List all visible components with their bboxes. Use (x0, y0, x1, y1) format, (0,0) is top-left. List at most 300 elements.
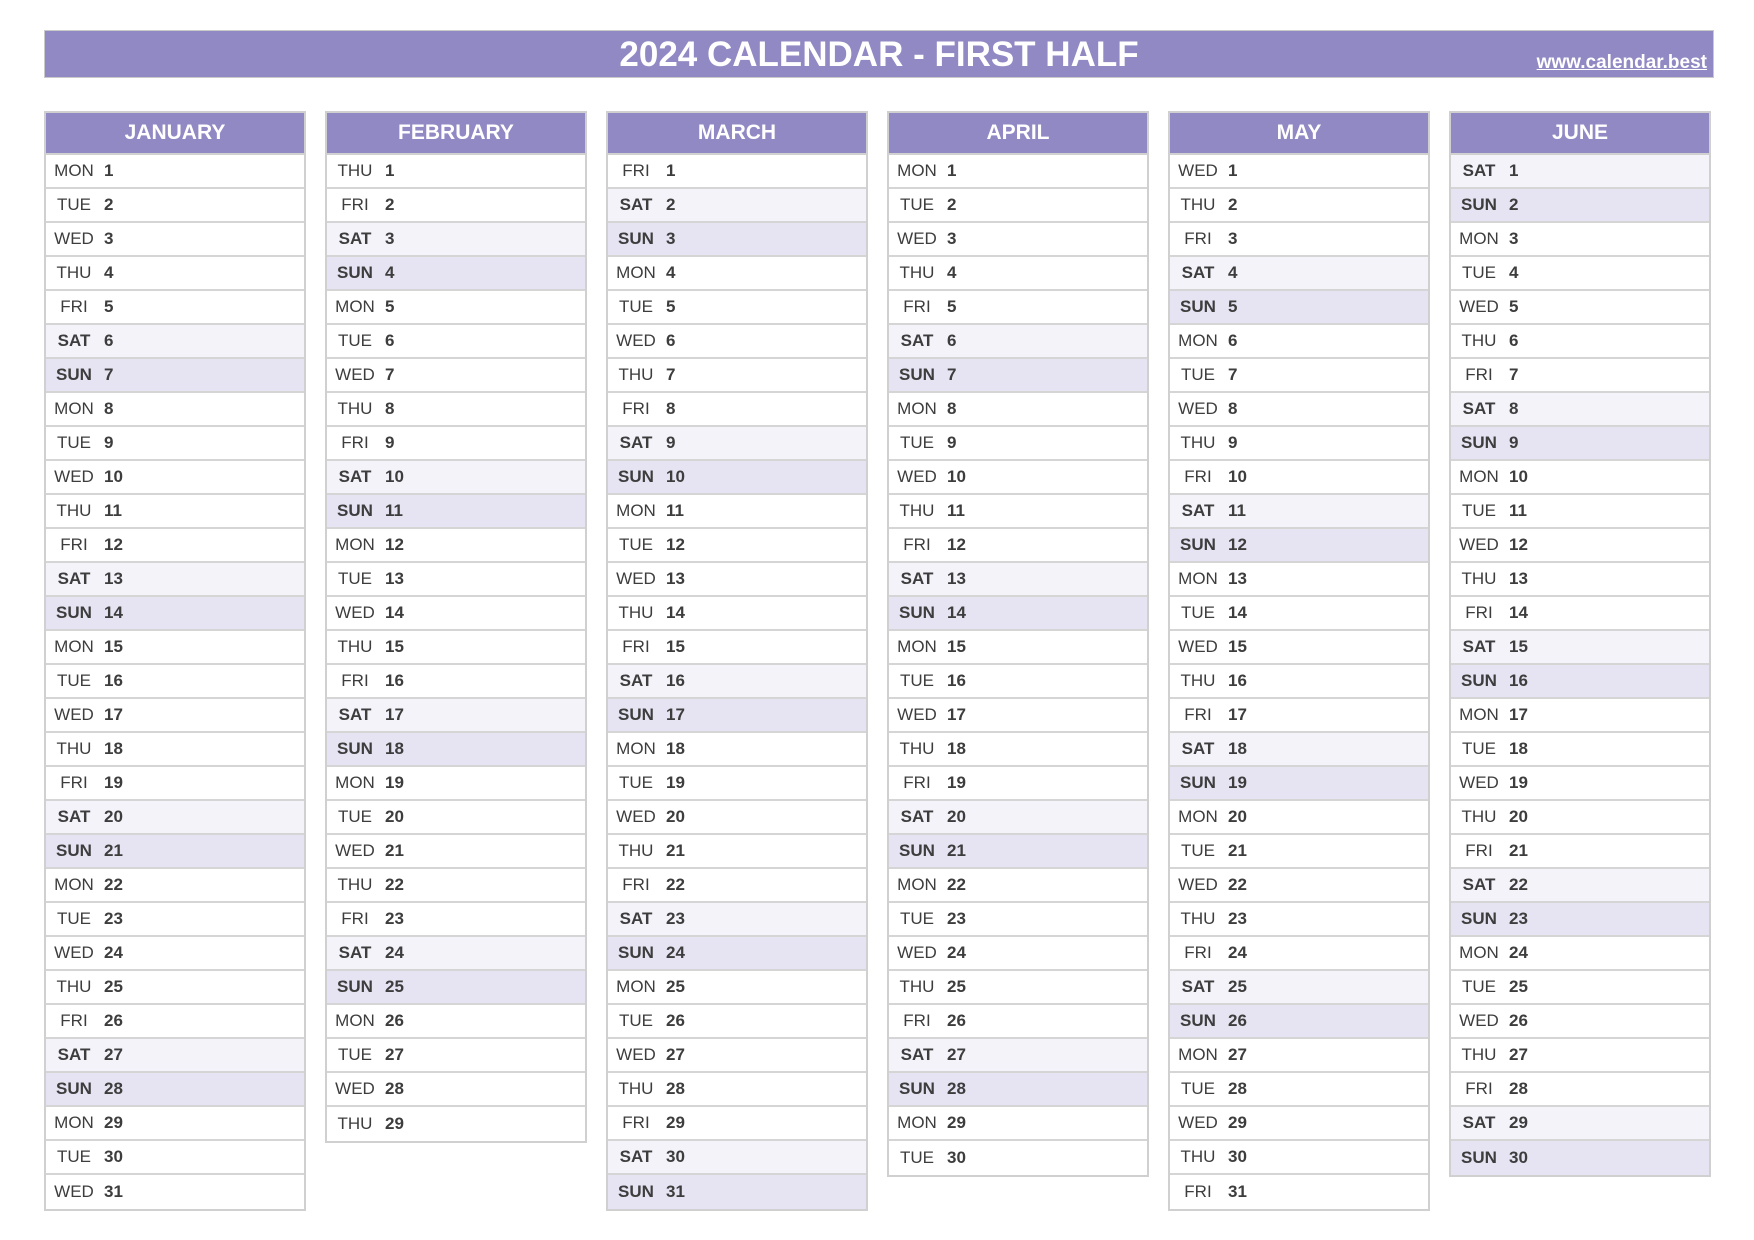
day-row (1170, 529, 1428, 563)
weekday-label: SUN (899, 841, 935, 860)
day-row (608, 1175, 866, 1209)
day-row (1170, 325, 1428, 359)
weekday-label: MON (897, 399, 937, 418)
weekday-label: THU (56, 501, 92, 520)
weekday-label: TUE (900, 195, 934, 214)
day-number: 6 (666, 331, 676, 350)
day-number: 21 (1509, 841, 1528, 860)
day-row (327, 835, 585, 869)
weekday-label: FRI (903, 535, 931, 554)
day-number: 24 (947, 943, 966, 962)
day-number: 8 (1228, 399, 1238, 418)
day-row (46, 563, 304, 597)
day-row (1170, 733, 1428, 767)
day-number: 3 (1228, 229, 1238, 248)
day-row (327, 665, 585, 699)
day-row (608, 1141, 866, 1175)
day-row (608, 325, 866, 359)
day-row (889, 563, 1147, 597)
day-row (1451, 937, 1709, 971)
day-number: 27 (666, 1045, 685, 1064)
weekday-label: WED (54, 705, 94, 724)
day-row (1170, 223, 1428, 257)
day-row (1451, 257, 1709, 291)
weekday-label: MON (616, 263, 656, 282)
day-row (608, 903, 866, 937)
month-header: FEBRUARY (327, 113, 585, 155)
weekday-label: THU (56, 977, 92, 996)
day-row (1170, 903, 1428, 937)
day-number: 9 (1509, 433, 1519, 452)
day-row (1170, 971, 1428, 1005)
day-number: 17 (104, 705, 123, 724)
weekday-label: SUN (899, 1079, 935, 1098)
weekday-label: THU (618, 841, 654, 860)
day-row (889, 1005, 1147, 1039)
weekday-label: SAT (1462, 637, 1496, 656)
weekday-label: WED (616, 807, 656, 826)
day-number: 5 (947, 297, 957, 316)
day-row (1451, 903, 1709, 937)
day-number: 26 (104, 1011, 123, 1030)
weekday-label: TUE (619, 1011, 653, 1030)
day-row (327, 325, 585, 359)
day-number: 29 (104, 1113, 123, 1132)
day-number: 9 (666, 433, 676, 452)
day-row (608, 835, 866, 869)
day-row (1451, 563, 1709, 597)
day-number: 13 (1509, 569, 1528, 588)
day-row (46, 189, 304, 223)
weekday-label: MON (1178, 569, 1218, 588)
day-row (1451, 325, 1709, 359)
day-number: 28 (385, 1079, 404, 1098)
day-row (608, 971, 866, 1005)
weekday-label: TUE (1181, 365, 1215, 384)
website-link[interactable]: www.calendar.best (1536, 52, 1707, 73)
day-number: 9 (104, 433, 114, 452)
weekday-label: FRI (1184, 943, 1212, 962)
day-row (327, 359, 585, 393)
weekday-label: THU (337, 875, 373, 894)
day-number: 21 (104, 841, 123, 860)
day-number: 12 (1228, 535, 1247, 554)
day-row (46, 971, 304, 1005)
weekday-label: SAT (619, 1147, 653, 1166)
month-header: APRIL (889, 113, 1147, 155)
day-number: 2 (385, 195, 395, 214)
day-row (327, 937, 585, 971)
month-may (1168, 111, 1430, 1211)
weekday-label: MON (54, 875, 94, 894)
weekday-label: TUE (338, 807, 372, 826)
day-number: 26 (666, 1011, 685, 1030)
day-row (889, 699, 1147, 733)
day-number: 10 (1509, 467, 1528, 486)
day-number: 2 (947, 195, 957, 214)
day-number: 21 (666, 841, 685, 860)
day-row (1451, 359, 1709, 393)
weekday-label: MON (335, 297, 375, 316)
month-header: JANUARY (46, 113, 304, 155)
weekday-label: SUN (618, 1182, 654, 1201)
weekday-label: MON (616, 501, 656, 520)
weekday-label: MON (1178, 807, 1218, 826)
day-number: 6 (385, 331, 395, 350)
weekday-label: WED (1178, 875, 1218, 894)
day-row (889, 903, 1147, 937)
day-row (327, 189, 585, 223)
day-row (46, 223, 304, 257)
day-number: 26 (385, 1011, 404, 1030)
day-number: 6 (1228, 331, 1238, 350)
day-number: 17 (1509, 705, 1528, 724)
day-row (889, 1039, 1147, 1073)
weekday-label: WED (1178, 1113, 1218, 1132)
day-number: 19 (1228, 773, 1247, 792)
weekday-label: THU (1461, 331, 1497, 350)
day-number: 25 (1509, 977, 1528, 996)
weekday-label: FRI (1184, 705, 1212, 724)
day-row (327, 291, 585, 325)
day-row (1170, 699, 1428, 733)
weekday-label: TUE (900, 1148, 934, 1167)
day-row (1170, 359, 1428, 393)
day-number: 20 (947, 807, 966, 826)
day-row (327, 971, 585, 1005)
month-january (44, 111, 306, 1211)
day-row (1170, 1073, 1428, 1107)
day-number: 10 (385, 467, 404, 486)
weekday-label: SAT (1462, 399, 1496, 418)
day-number: 2 (666, 195, 676, 214)
day-number: 12 (104, 535, 123, 554)
weekday-label: WED (1459, 535, 1499, 554)
day-row (608, 733, 866, 767)
day-row (327, 869, 585, 903)
day-number: 30 (1228, 1147, 1247, 1166)
day-row (46, 257, 304, 291)
day-row (46, 937, 304, 971)
day-number: 10 (666, 467, 685, 486)
day-row (608, 155, 866, 189)
calendar-banner (44, 30, 1714, 78)
day-number: 15 (104, 637, 123, 656)
day-number: 13 (385, 569, 404, 588)
weekday-label: SAT (57, 331, 91, 350)
day-number: 18 (947, 739, 966, 758)
day-number: 29 (1228, 1113, 1247, 1132)
day-row (327, 495, 585, 529)
month-february (325, 111, 587, 1143)
month-header: MAY (1170, 113, 1428, 155)
weekday-label: SAT (338, 467, 372, 486)
weekday-label: TUE (1181, 603, 1215, 622)
day-number: 31 (666, 1182, 685, 1201)
day-number: 16 (947, 671, 966, 690)
day-row (889, 665, 1147, 699)
day-number: 25 (666, 977, 685, 996)
weekday-label: MON (1459, 467, 1499, 486)
day-number: 24 (104, 943, 123, 962)
weekday-label: THU (1180, 909, 1216, 928)
weekday-label: WED (54, 943, 94, 962)
weekday-label: TUE (57, 433, 91, 452)
day-row (608, 699, 866, 733)
day-row (889, 189, 1147, 223)
day-number: 1 (947, 161, 957, 180)
weekday-label: SUN (56, 365, 92, 384)
day-row (1170, 461, 1428, 495)
weekday-label: FRI (1184, 229, 1212, 248)
weekday-label: THU (1461, 1045, 1497, 1064)
month-march (606, 111, 868, 1211)
weekday-label: SUN (337, 263, 373, 282)
weekday-label: TUE (1462, 977, 1496, 996)
day-number: 17 (666, 705, 685, 724)
day-number: 11 (1228, 501, 1246, 520)
day-number: 5 (1509, 297, 1519, 316)
weekday-label: SAT (1462, 875, 1496, 894)
day-row (608, 563, 866, 597)
day-number: 23 (1228, 909, 1247, 928)
day-row (608, 1073, 866, 1107)
weekday-label: FRI (903, 773, 931, 792)
day-row (327, 529, 585, 563)
day-row (608, 1107, 866, 1141)
day-row (46, 393, 304, 427)
day-number: 8 (1509, 399, 1519, 418)
day-row (327, 801, 585, 835)
weekday-label: THU (899, 739, 935, 758)
page-title: 2024 CALENDAR - FIRST HALF (619, 35, 1139, 74)
weekday-label: WED (335, 365, 375, 384)
weekday-label: THU (337, 161, 373, 180)
day-number: 4 (104, 263, 114, 282)
day-number: 27 (947, 1045, 966, 1064)
day-row (1170, 801, 1428, 835)
day-number: 13 (104, 569, 123, 588)
month-april (887, 111, 1149, 1177)
weekday-label: SUN (1461, 671, 1497, 690)
day-row (327, 699, 585, 733)
day-row (889, 801, 1147, 835)
day-row (889, 835, 1147, 869)
day-row (46, 359, 304, 393)
weekday-label: FRI (341, 433, 369, 452)
day-row (1170, 155, 1428, 189)
day-row (608, 1039, 866, 1073)
weekday-label: FRI (1465, 841, 1493, 860)
weekday-label: SUN (1461, 195, 1497, 214)
weekday-label: TUE (619, 535, 653, 554)
day-row (889, 767, 1147, 801)
day-number: 27 (385, 1045, 404, 1064)
day-number: 11 (947, 501, 965, 520)
weekday-label: TUE (57, 671, 91, 690)
day-row (608, 427, 866, 461)
day-number: 23 (666, 909, 685, 928)
day-number: 29 (1509, 1113, 1528, 1132)
weekday-label: TUE (900, 671, 934, 690)
day-row (889, 1107, 1147, 1141)
day-number: 29 (385, 1114, 404, 1133)
day-row (1451, 291, 1709, 325)
day-number: 10 (947, 467, 966, 486)
day-number: 28 (1228, 1079, 1247, 1098)
weekday-label: SAT (900, 331, 934, 350)
weekday-label: WED (335, 1079, 375, 1098)
day-number: 1 (385, 161, 395, 180)
day-row (1451, 631, 1709, 665)
weekday-label: MON (335, 535, 375, 554)
day-number: 22 (666, 875, 685, 894)
day-row (46, 767, 304, 801)
day-number: 2 (104, 195, 114, 214)
day-number: 20 (104, 807, 123, 826)
weekday-label: TUE (338, 331, 372, 350)
day-row (608, 665, 866, 699)
weekday-label: SUN (618, 943, 654, 962)
day-row (46, 1073, 304, 1107)
day-row (327, 461, 585, 495)
day-row (889, 155, 1147, 189)
day-row (46, 1175, 304, 1209)
day-number: 6 (947, 331, 957, 350)
day-number: 3 (104, 229, 114, 248)
day-row (889, 1141, 1147, 1175)
day-row (608, 495, 866, 529)
day-number: 15 (666, 637, 685, 656)
day-number: 26 (1228, 1011, 1247, 1030)
day-row (1451, 495, 1709, 529)
day-number: 7 (104, 365, 114, 384)
day-number: 20 (385, 807, 404, 826)
day-row (1170, 665, 1428, 699)
day-row (327, 223, 585, 257)
weekday-label: WED (616, 331, 656, 350)
weekday-label: SUN (1180, 297, 1216, 316)
weekday-label: MON (1459, 705, 1499, 724)
day-number: 22 (385, 875, 404, 894)
day-number: 12 (385, 535, 404, 554)
day-number: 3 (947, 229, 957, 248)
day-number: 2 (1228, 195, 1238, 214)
weekday-label: TUE (338, 1045, 372, 1064)
day-row (1451, 971, 1709, 1005)
day-number: 8 (104, 399, 114, 418)
weekday-label: TUE (57, 1147, 91, 1166)
weekday-label: WED (897, 943, 937, 962)
day-row (1451, 1039, 1709, 1073)
day-number: 22 (1228, 875, 1247, 894)
weekday-label: SAT (1181, 977, 1215, 996)
weekday-label: THU (1180, 671, 1216, 690)
day-row (1451, 529, 1709, 563)
weekday-label: WED (54, 467, 94, 486)
day-row (1170, 257, 1428, 291)
weekday-label: SUN (1180, 773, 1216, 792)
day-number: 11 (666, 501, 684, 520)
day-row (46, 665, 304, 699)
weekday-label: SUN (1461, 1148, 1497, 1167)
weekday-label: SAT (619, 671, 653, 690)
weekday-label: SUN (899, 365, 935, 384)
weekday-label: THU (618, 365, 654, 384)
weekday-label: FRI (1184, 467, 1212, 486)
weekday-label: SUN (56, 603, 92, 622)
day-row (889, 427, 1147, 461)
weekday-label: FRI (60, 297, 88, 316)
day-row (889, 631, 1147, 665)
weekday-label: THU (337, 637, 373, 656)
day-row (1170, 937, 1428, 971)
day-number: 13 (947, 569, 966, 588)
day-number: 12 (666, 535, 685, 554)
day-row (1170, 1175, 1428, 1209)
weekday-label: THU (56, 263, 92, 282)
day-row (327, 767, 585, 801)
weekday-label: THU (1180, 195, 1216, 214)
weekday-label: SUN (1180, 535, 1216, 554)
day-number: 28 (104, 1079, 123, 1098)
day-row (1170, 1141, 1428, 1175)
weekday-label: THU (1461, 807, 1497, 826)
day-row (889, 291, 1147, 325)
day-row (46, 1039, 304, 1073)
weekday-label: THU (1180, 433, 1216, 452)
day-number: 30 (104, 1147, 123, 1166)
weekday-label: SAT (900, 1045, 934, 1064)
day-row (889, 325, 1147, 359)
day-number: 25 (385, 977, 404, 996)
day-row (46, 325, 304, 359)
day-row (1451, 665, 1709, 699)
day-number: 16 (385, 671, 404, 690)
day-number: 8 (666, 399, 676, 418)
day-row (46, 869, 304, 903)
day-number: 6 (1509, 331, 1519, 350)
day-number: 1 (1509, 161, 1519, 180)
day-number: 18 (1509, 739, 1528, 758)
day-number: 1 (104, 161, 114, 180)
day-row (889, 529, 1147, 563)
day-number: 23 (947, 909, 966, 928)
weekday-label: SAT (1181, 501, 1215, 520)
day-number: 29 (666, 1113, 685, 1132)
weekday-label: THU (618, 603, 654, 622)
weekday-label: FRI (60, 1011, 88, 1030)
weekday-label: WED (1178, 399, 1218, 418)
weekday-label: SUN (337, 501, 373, 520)
weekday-label: MON (897, 1113, 937, 1132)
weekday-label: SUN (1461, 433, 1497, 452)
weekday-label: SAT (57, 807, 91, 826)
day-row (608, 869, 866, 903)
day-row (46, 495, 304, 529)
day-number: 24 (385, 943, 404, 962)
day-row (327, 597, 585, 631)
month-header: MARCH (608, 113, 866, 155)
day-number: 2 (1509, 195, 1519, 214)
day-row (46, 1141, 304, 1175)
day-row (608, 801, 866, 835)
weekday-label: MON (616, 977, 656, 996)
weekday-label: SAT (1181, 263, 1215, 282)
day-number: 6 (104, 331, 114, 350)
weekday-label: WED (616, 1045, 656, 1064)
weekday-label: WED (616, 569, 656, 588)
